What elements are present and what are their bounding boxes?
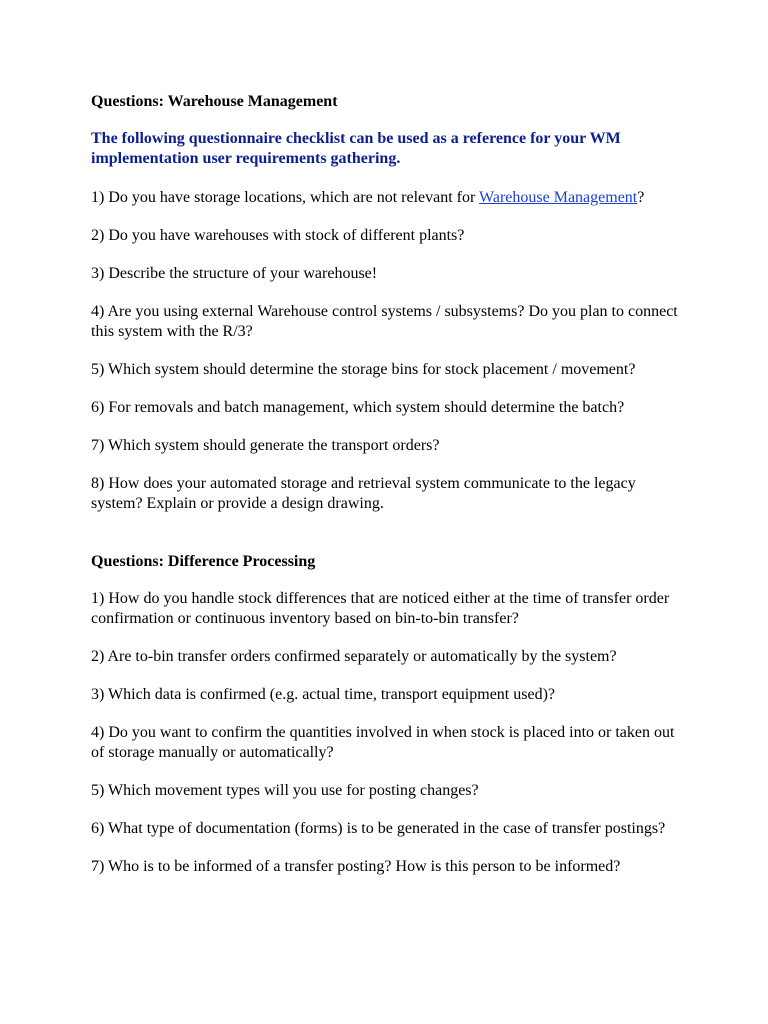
- warehouse-management-link[interactable]: Warehouse Management: [479, 189, 638, 206]
- question-text: 1) Do you have storage locations, which are not relevant for: [91, 189, 480, 206]
- question-item: 6) What type of documentation (forms) is to be generated in the case of transfer postings?: [91, 820, 666, 837]
- question-item: 2) Are to-bin transfer orders confirmed separately or automatically by the system?: [91, 648, 617, 665]
- section-spacer: [91, 532, 681, 552]
- question-item: [91, 188, 681, 208]
- question-item: 8) How does your automated storage and retrieval system communicate to the legacy system? Explain or provide a design drawing.: [91, 475, 636, 512]
- question-text-suffix: ?: [637, 189, 645, 206]
- question-item: 5) Which system should determine the storage bins for stock placement / movement?: [91, 361, 636, 378]
- question-item: 6) For removals and batch management, which system should determine the batch?: [91, 399, 625, 416]
- question-item: 7) Who is to be informed of a transfer posting? How is this person to be informed?: [91, 858, 621, 875]
- document-page: [91, 92, 681, 895]
- question-item: 3) Which data is confirmed (e.g. actual time, transport equipment used)?: [91, 686, 555, 703]
- question-item: 4) Do you want to confirm the quantities involved in when stock is placed into or taken out of storage manually or automatically?: [91, 724, 675, 761]
- question-item: 7) Which system should generate the transport orders?: [91, 437, 440, 454]
- intro-paragraph: The following questionnaire checklist can be used as a reference for your WM implementation user requirements gathering.: [91, 130, 621, 167]
- question-item: 2) Do you have warehouses with stock of different plants?: [91, 227, 465, 244]
- section-heading-warehouse-management: Questions: Warehouse Management: [91, 93, 338, 110]
- section-heading-difference-processing: Questions: Difference Processing: [91, 553, 316, 570]
- question-item: 5) Which movement types will you use for posting changes?: [91, 782, 479, 799]
- question-item: 3) Describe the structure of your warehouse!: [91, 265, 378, 282]
- question-item: 4) Are you using external Warehouse control systems / subsystems? Do you plan to connect this system with the R/3?: [91, 303, 678, 340]
- question-item: 1) How do you handle stock differences that are noticed either at the time of transfer order confirmation or continuous inventory based on bin-to-bin transfer?: [91, 590, 670, 627]
